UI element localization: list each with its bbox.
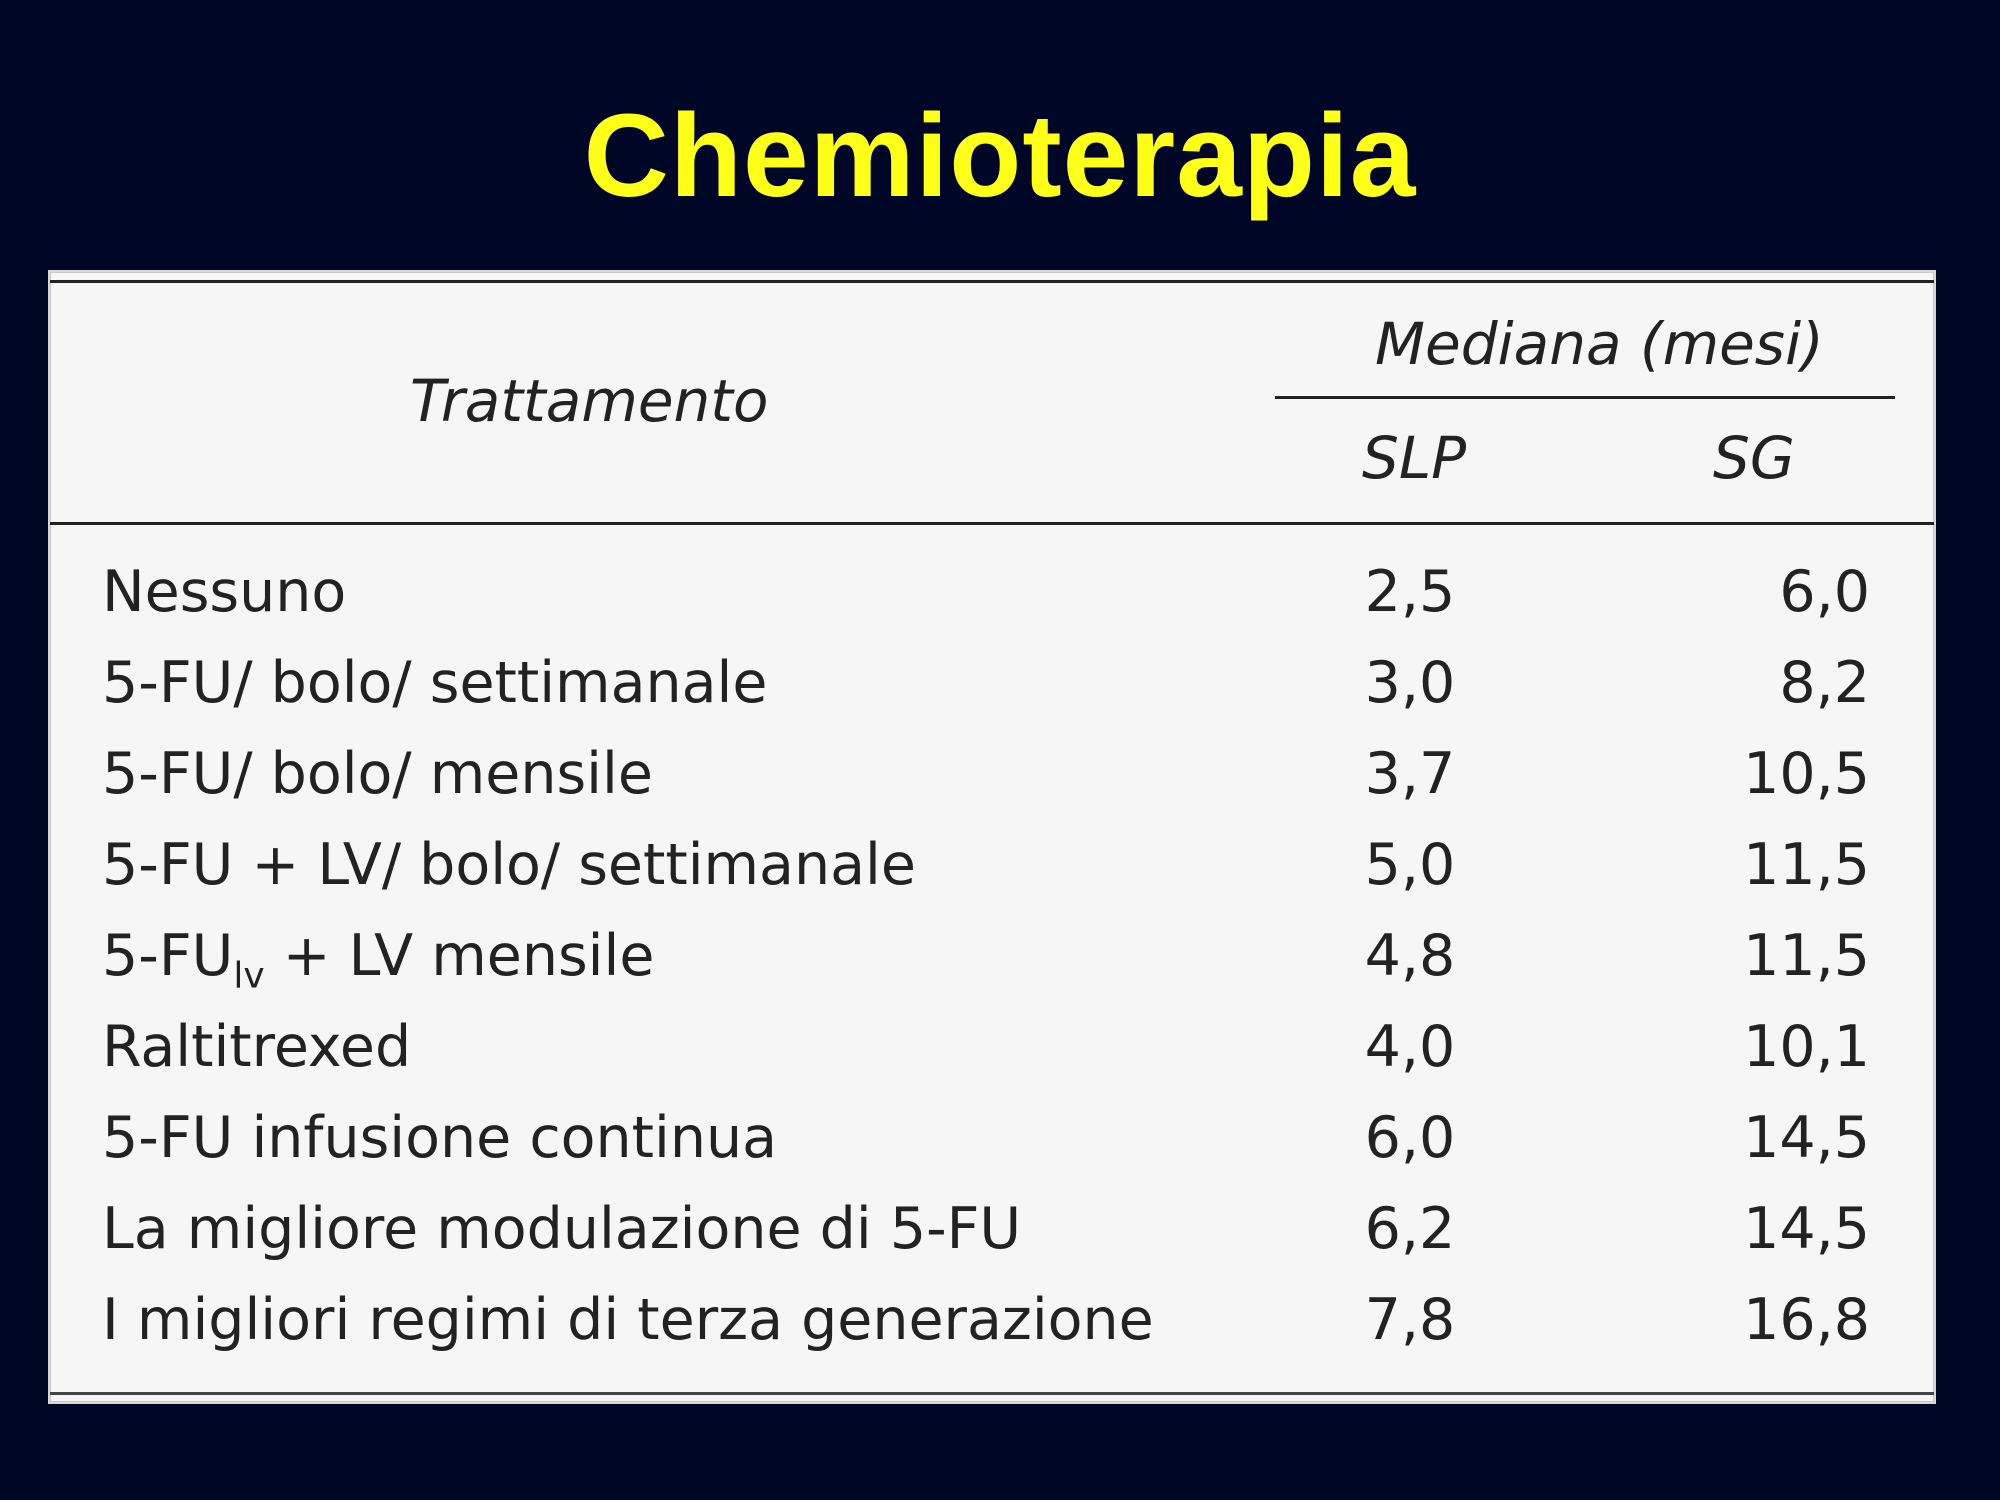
table-row <box>50 832 1934 922</box>
table-row <box>50 1105 1934 1195</box>
table-top-rule <box>50 280 1934 283</box>
table-row <box>50 923 1934 1013</box>
row-sg: 14,5 <box>1743 1196 1870 1262</box>
row-sg: 10,5 <box>1743 741 1870 807</box>
row-treatment-subscript: lv <box>233 955 265 997</box>
row-sg: 11,5 <box>1743 923 1870 989</box>
row-sg: 11,5 <box>1743 832 1870 898</box>
row-treatment: La migliore modulazione di 5-FU <box>102 1196 1022 1262</box>
row-slp: 3,0 <box>1364 650 1456 716</box>
row-slp: 6,0 <box>1364 1105 1456 1171</box>
row-slp: 4,0 <box>1364 1014 1456 1080</box>
table-row <box>50 559 1934 649</box>
row-treatment: I migliori regimi di terza generazione <box>102 1287 1154 1353</box>
row-slp: 5,0 <box>1364 832 1456 898</box>
table-bottom-rule <box>50 1392 1934 1395</box>
row-treatment: Raltitrexed <box>102 1014 412 1080</box>
header-group-rule <box>1275 396 1895 399</box>
header-median-months: Mediana (mesi) <box>1375 310 1824 378</box>
table-header-rule <box>50 522 1934 525</box>
table-row <box>50 1014 1934 1104</box>
row-sg: 16,8 <box>1743 1287 1870 1353</box>
row-sg: 6,0 <box>1779 559 1870 625</box>
results-table <box>48 270 1936 1404</box>
table-row <box>50 741 1934 831</box>
row-treatment: 5-FU + LV/ bolo/ settimanale <box>102 832 916 898</box>
row-treatment: 5-FU/ bolo/ mensile <box>102 741 653 807</box>
row-treatment-main: 5-FU <box>102 923 234 989</box>
table-row <box>50 1287 1934 1377</box>
row-sg: 14,5 <box>1743 1105 1870 1171</box>
table-row <box>50 650 1934 740</box>
row-slp: 4,8 <box>1364 923 1456 989</box>
header-treatment: Trattamento <box>410 367 769 435</box>
table-row <box>50 1196 1934 1286</box>
page-title: Chemioterapia <box>583 90 1417 222</box>
row-treatment: 5-FU infusione continua <box>102 1105 778 1171</box>
row-treatment: Nessuno <box>102 559 347 625</box>
header-slp: SLP <box>1362 424 1467 492</box>
row-slp: 3,7 <box>1364 741 1456 807</box>
row-treatment <box>102 923 654 996</box>
row-treatment: 5-FU/ bolo/ settimanale <box>102 650 768 716</box>
header-sg: SG <box>1713 424 1795 492</box>
row-slp: 7,8 <box>1364 1287 1456 1353</box>
row-slp: 6,2 <box>1364 1196 1456 1262</box>
row-sg: 10,1 <box>1743 1014 1870 1080</box>
row-treatment-rest: + LV mensile <box>264 923 655 989</box>
row-sg: 8,2 <box>1779 650 1870 716</box>
row-slp: 2,5 <box>1364 559 1456 625</box>
